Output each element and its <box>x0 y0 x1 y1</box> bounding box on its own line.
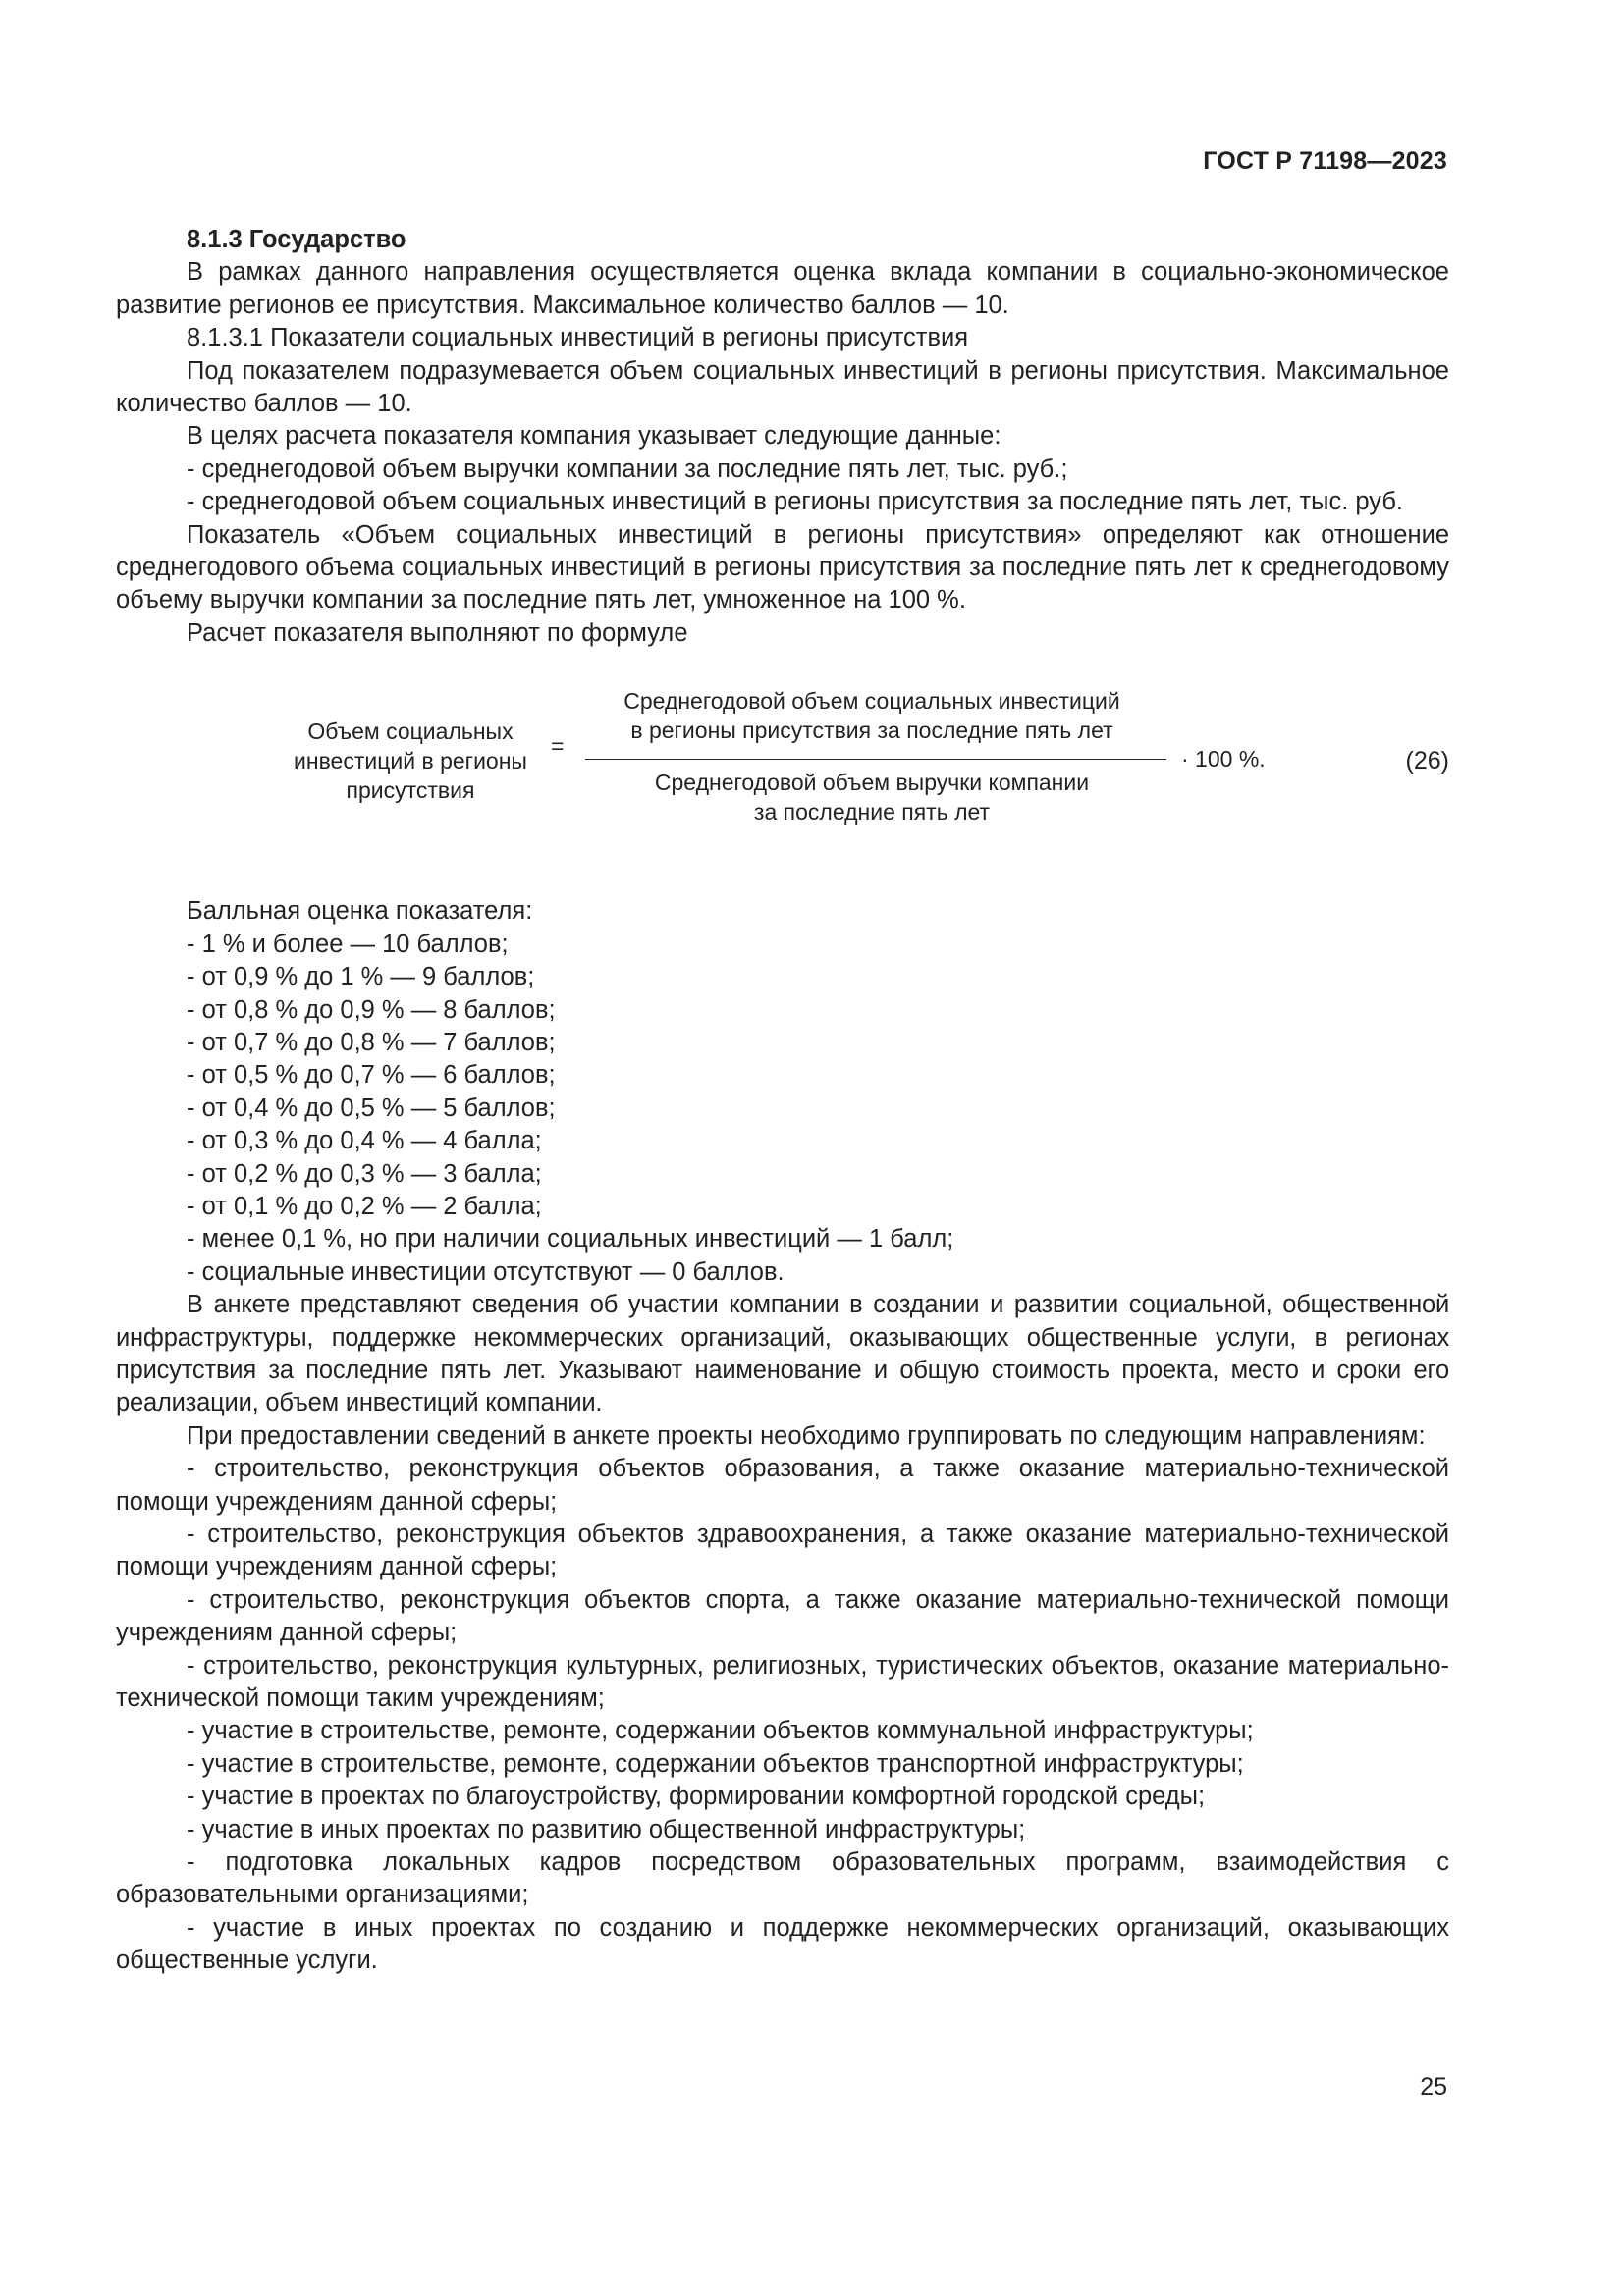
paragraph: Под показателем подразумевается объем социальных инвестиций в регионы присутствия. Максимальное количество баллов — 10. <box>116 356 1449 418</box>
section-intro: В рамках данного направления осуществляется оценка вклада компании в социально-экономическое развитие регионов ее присутствия. Максимальное количество баллов — 10. <box>116 258 1449 319</box>
scoring-item: - от 0,8 % до 0,9 % — 8 баллов; <box>187 995 556 1024</box>
page-number: 25 <box>1420 2073 1447 2101</box>
list-item: - среднегодовой объем выручки компании за последние пять лет, тыс. руб.; <box>187 454 1068 483</box>
scoring-item: - от 0,1 % до 0,2 % — 2 балла; <box>187 1192 542 1220</box>
formula-denominator-line: за последние пять лет <box>753 799 991 826</box>
formula-left-side <box>263 717 558 805</box>
project-direction-item: - строительство, реконструкция объектов спорта, а также оказание материально-технической помощи учреждениям данной сферы; <box>116 1585 1449 1647</box>
scoring-item: - от 0,3 % до 0,4 % — 4 балла; <box>187 1127 542 1155</box>
list-item: - среднегодовой объем социальных инвестиций в регионы присутствия за последние пять лет, тыс. руб. <box>187 488 1404 516</box>
project-direction-item: - участие в строительстве, ремонте, содержании объектов транспортной инфраструктуры; <box>187 1749 1244 1778</box>
project-direction-item: - участие в строительстве, ремонте, содержании объектов коммунальной инфраструктуры; <box>187 1717 1254 1745</box>
formula-equals-sign: = <box>551 733 565 760</box>
formula-numerator <box>577 686 1166 745</box>
scoring-item: - 1 % и более — 10 баллов; <box>187 930 509 958</box>
formula-number: (26) <box>1405 747 1449 775</box>
formula-left-line: Объем социальных <box>307 719 514 745</box>
project-direction-item: - строительство, реконструкция культурных, религиозных, туристических объектов, оказание материально-технической помощи таким учреждениям; <box>116 1651 1449 1713</box>
formula-left-line: присутствия <box>346 777 475 804</box>
paragraph: Расчет показателя выполняют по формуле <box>187 618 688 647</box>
scoring-item: - социальные инвестиции отсутствуют — 0 баллов. <box>187 1257 785 1286</box>
formula-denominator <box>577 768 1166 827</box>
project-direction-item: - участие в иных проектах по созданию и поддержке некоммерческих организаций, оказывающих общественные услуги. <box>116 1913 1449 1975</box>
project-direction-item: - строительство, реконструкция объектов здравоохранения, а также оказание материально-технической помощи учреждениям данной сферы; <box>116 1521 1449 1581</box>
fraction-bar <box>585 759 1166 760</box>
scoring-item: - от 0,5 % до 0,7 % — 6 баллов; <box>187 1061 556 1090</box>
formula-multiplier: · 100 %. <box>1181 746 1266 773</box>
paragraph: При предоставлении сведений в анкете проекты необходимо группировать по следующим направлениям: <box>187 1421 1426 1450</box>
scoring-item: - от 0,4 % до 0,5 % — 5 баллов; <box>187 1094 556 1122</box>
paragraph: Показатель «Объем социальных инвестиций в регионы присутствия» определяют как отношение среднегодового объема социальных инвестиций в регионы присутствия за последние пять лет к среднегодовому объему выручки компании за последние пять лет, умноженное на 100 %. <box>116 520 1449 614</box>
project-direction-item: - строительство, реконструкция объектов образования, а также оказание материально-технической помощи учреждениям данной сферы; <box>116 1455 1449 1516</box>
document-header-id: ГОСТ Р 71198—2023 <box>1203 147 1447 175</box>
scoring-item: - от 0,7 % до 0,8 % — 7 баллов; <box>187 1028 556 1056</box>
scoring-item: - от 0,9 % до 1 % — 9 баллов; <box>187 963 535 991</box>
paragraph: В анкете представляют сведения об участии компании в создании и развитии социальной, общественной инфраструктуры, поддержке некоммерческих организаций, оказывающих общественные услуги, в регионах присутствия за последние пять лет. Указывают наименование и общую стоимость проекта, место и сроки его реализации, объем инвестиций компании. <box>116 1291 1449 1417</box>
project-direction-item: - участие в проектах по благоустройству, формировании комфортной городской среды; <box>187 1783 1206 1811</box>
paragraph: В целях расчета показателя компания указывает следующие данные: <box>187 422 1001 451</box>
subsection-heading: 8.1.3.1 Показатели социальных инвестиций в регионы присутствия <box>187 324 969 352</box>
scoring-item: - менее 0,1 %, но при наличии социальных инвестиций — 1 балл; <box>187 1225 954 1254</box>
project-direction-item: - подготовка локальных кадров посредством образовательных программ, взаимодействия с образовательными организациями; <box>116 1848 1449 1909</box>
project-direction-item: - участие в иных проектах по развитию общественной инфраструктуры; <box>187 1815 1026 1843</box>
formula-left-line: инвестиций в регионы <box>294 748 527 774</box>
formula-numerator-line: Среднегодовой объем социальных инвестиций <box>623 688 1120 715</box>
formula-numerator-line: в регионы присутствия за последние пять лет <box>630 718 1113 744</box>
formula-26 <box>116 684 1449 846</box>
section-heading: 8.1.3 Государство <box>187 226 406 253</box>
formula-denominator-line: Среднегодовой объем выручки компании <box>654 770 1090 796</box>
scoring-item: - от 0,2 % до 0,3 % — 3 балла; <box>187 1159 542 1188</box>
document-body <box>116 224 1449 1978</box>
scoring-title: Балльная оценка показателя: <box>187 897 533 926</box>
